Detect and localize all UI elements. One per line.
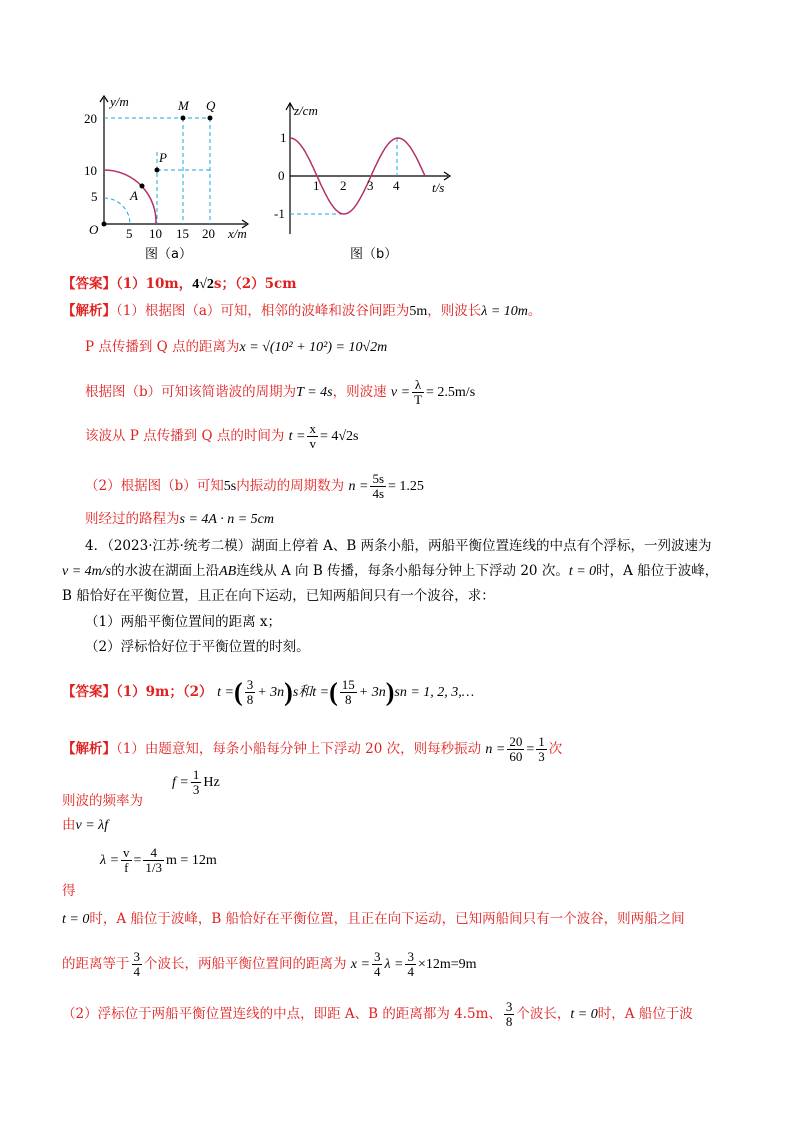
question-4-line4: （1）两船平衡位置间的距离 x； xyxy=(85,614,281,630)
analysis-3-line1: 【解析】（1）根据图（a）可知，相邻的波峰和波谷间距为5m，则波长λ = 10m。 xyxy=(62,303,542,319)
figure-a xyxy=(80,92,260,242)
y-tick-10: 10 xyxy=(84,163,97,178)
point-label-q: Q xyxy=(206,98,216,113)
point-label-a: A xyxy=(130,188,138,203)
frequency-formula: f = $\frac{1}{3}$ Hz xyxy=(172,767,220,797)
t-tick-1: 1 xyxy=(313,178,320,193)
origin-label: O xyxy=(89,222,99,237)
analysis-3-line6: 则经过的路程为s = 4A · n = 5cm xyxy=(85,511,274,527)
analysis-4-line6: t = 0时，A 船位于波峰，B 船恰好在平衡位置，且正在向下运动，已知两船间只有一个波谷，则两船之间 xyxy=(62,911,685,927)
x-tick-15: 15 xyxy=(176,226,189,241)
analysis-4-line1: 【解析】（1）由题意知，每条小船每分钟上下浮动 20 次，则每秒振动 n = $\frac{20}{60}$ = $\frac{1}{3}$ 次 xyxy=(62,734,563,764)
figure-b xyxy=(270,100,460,240)
y-tick-20: 20 xyxy=(84,111,97,126)
y-axis-label-b: z/cm xyxy=(294,103,318,118)
figure-a-caption: 图（a） xyxy=(145,247,192,262)
question-4-line5: （2）浮标恰好位于平衡位置的时刻。 xyxy=(85,639,310,655)
analysis-4-line7: 的距离等于 $\frac{3}{4}$ 个波长，两船平衡位置间的距离为 x = $\frac{3}{4}$ λ = $\frac{3}{4}$ ×12m=9m xyxy=(62,949,477,979)
y-axis-label: y/m xyxy=(110,94,129,109)
question-4-line2: v = 4m/s的水波在湖面上沿AB连线从 A 向 B 传播，每条小船每分钟上下浮动 20 次。t = 0时，A 船位于波峰， xyxy=(62,563,719,579)
analysis-3-line5: （2）根据图（b）可知5s内振动的周期数为 n = $\frac{5s}{4s}$ = 1.25 xyxy=(85,471,424,501)
x-tick-10: 10 xyxy=(149,226,162,241)
analysis-3-line2: P 点传播到 Q 点的距离为x = √(10² + 10²) = 10√2m xyxy=(85,339,388,355)
analysis-3-line4: 该波从 P 点传播到 Q 点的时间为 t = $\frac{x}{v}$ = 4√2s xyxy=(85,421,359,451)
point-label-p: P xyxy=(159,150,167,165)
y-tick-5: 5 xyxy=(91,189,98,204)
analysis-4-line8: （2）浮标位于两船平衡位置连线的中点，即距 A、B 的距离都为 4.5m、 $\frac{3}{8}$ 个波长，t = 0时，A 船位于波 xyxy=(62,999,693,1029)
t-tick-4: 4 xyxy=(393,178,400,193)
t-axis-label: t/s xyxy=(432,180,445,195)
point-label-m: M xyxy=(178,98,189,113)
analysis-4-line3: 由v = λf xyxy=(62,817,109,833)
x-tick-20: 20 xyxy=(202,226,215,241)
analysis-4-line2: 则波的频率为 xyxy=(62,793,143,809)
y-tick-neg1: -1 xyxy=(274,206,285,221)
question-4-line1: 4．（2023·江苏·统考二模）湖面上停着 A、B 两条小船，两船平衡位置连线的中点有个浮标，一列波速为 xyxy=(85,538,712,554)
figure-b-caption: 图（b） xyxy=(350,247,398,262)
t-tick-3: 3 xyxy=(367,178,374,193)
wavelength-formula: λ = $\frac{v}{f}$ = $\frac{4}{1/3}$ m = 12m xyxy=(100,845,217,875)
x-axis-label: x/m xyxy=(228,226,247,241)
answer-4: 【答案】（1）9m；（2） t =( $\frac{3}{8}$ + 3n)s和t =( $\frac{15}{8}$ + 3n)sn = 1, 2, 3,… xyxy=(62,677,475,707)
analysis-4-line5: 得 xyxy=(62,883,76,899)
answer-3: 【答案】（1）10m，4√2s；（2）5cm xyxy=(62,276,297,292)
y-tick-0: 0 xyxy=(278,168,285,183)
question-4-line3: B 船恰好在平衡位置，且正在向下运动，已知两船间只有一个波谷，求： xyxy=(62,588,495,604)
x-tick-5: 5 xyxy=(126,226,133,241)
t-tick-2: 2 xyxy=(340,178,347,193)
analysis-3-line3: 根据图（b）可知该简谐波的周期为T = 4s，则波速 v = $\frac{\lambda}{T}$ = 2.5m/s xyxy=(85,377,476,407)
y-tick-1: 1 xyxy=(280,130,287,145)
